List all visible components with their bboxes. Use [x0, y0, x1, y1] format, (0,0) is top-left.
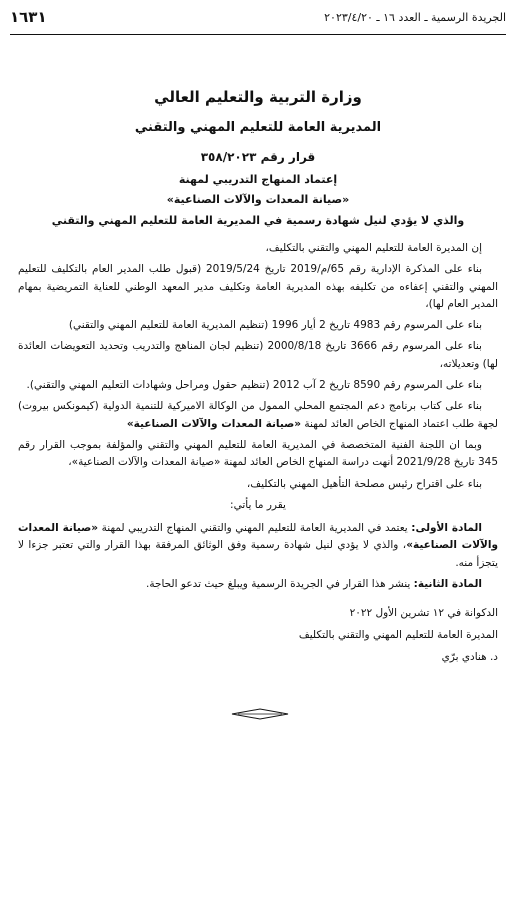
preamble-memo: بناء على المذكرة الإدارية رقم 65/م/2019 تاريخ 2019/5/24 (قبول طلب المدير العام بالتكليف للتعليم المهني والتقني إعفاءه من تكليفه بهذه المديرية العامة وتكليف مدير المعهد الوطني للعناية التمريضية بمهام المدير العام لها)، — [18, 263, 498, 310]
subject-line-2: «صيانة المعدات والآلات الصناعية» — [166, 193, 350, 206]
preamble-issuer: إن المديرة العامة للتعليم المهني والتقني بالتكليف، — [265, 242, 482, 254]
preamble-letter — [18, 398, 498, 433]
decides-heading: يقرر ما يأتي: — [230, 498, 286, 511]
page-number: ١٦٣١ — [10, 8, 47, 26]
signature-place-date: الدكوانة في ١٢ تشرين الأول ٢٠٢٢ — [349, 607, 498, 619]
signature-block — [299, 602, 498, 668]
article-1-profession: «صيانة المعدات والآلات الصناعية» — [18, 522, 498, 552]
article-2-label: المادة الثانية: — [413, 578, 482, 591]
article-2 — [18, 576, 498, 593]
article-2-text: ينشر هذا القرار في الجريدة الرسمية ويبلغ حيث تدعو الحاجة. — [146, 578, 414, 591]
article-1-label: المادة الأولى: — [411, 522, 482, 535]
preamble-letter-text: بناء على كتاب برنامج دعم المجتمع المحلي الممول من الوكالة الاميركية للتنمية الدولية (كيمونكس بيروت) لجهة طلب اعتماد المنهاج الخاص العائد لمهنة — [18, 400, 498, 430]
subject-line-1: إعتماد المنهاج التدريبي لمهنة — [178, 173, 338, 186]
decision-body — [18, 240, 498, 597]
signature-title: المديرة العامة للتعليم المهني والتقني بالتكليف — [298, 629, 498, 641]
preamble-committee: وبما ان اللجنة الفنية المتخصصة في المديرية العامة للتعليم المهني والتقني والمؤلفة بموجب القرار رقم 345 تاريخ 2021/9/28 أنهت دراسة المنهاج الخاص العائد لمهنة «صيانة المعدات والآلات الصناعية»، — [18, 438, 498, 469]
directorate-title: المديرية العامة للتعليم المهني والتقني — [134, 120, 382, 135]
article-1-rest: ، والذي لا يؤدي لنيل شهادة رسمية وفق الوثائق المرفقة بهذا القرار والتي تعتبر جزءا لا يتجزأ منه. — [18, 539, 498, 569]
preamble-decree-4983: بناء على المرسوم رقم 4983 تاريخ 2 أيار 1996 (تنظيم المديرية العامة للتعليم المهني والتقني) — [68, 319, 482, 332]
profession-name: «صيانة المعدات والآلات الصناعية» — [126, 417, 302, 430]
section-divider-ornament — [230, 708, 290, 720]
preamble-decree-8590: بناء على المرسوم رقم 8590 تاريخ 2 آب 2012 (تنظيم حقول ومراحل وشهادات التعليم المهني والتقني). — [26, 379, 482, 392]
signature-name: د. هنادي برّي — [441, 651, 498, 663]
preamble-decree-3666: بناء على المرسوم رقم 3666 تاريخ 2000/8/18 (تنظيم لجان المناهج والتدريب وتحديد التعويضات العائدة لها) وتعديلاته، — [18, 340, 498, 370]
page-header — [10, 8, 506, 30]
decision-number: قرار رقم ٣٥٨/٢٠٢٣ — [200, 150, 316, 164]
subject-line-3: والذي لا يؤدي لنيل شهادة رسمية في المديرية العامة للتعليم المهني والتقني — [51, 214, 465, 227]
preamble-proposal: بناء على اقتراح رئيس مصلحة التأهيل المهني بالتكليف، — [246, 477, 482, 490]
ministry-title: وزارة التربية والتعليم العالي — [154, 88, 362, 106]
article-1-text: يعتمد في المديرية العامة للتعليم المهني والتقني المنهاج التدريبي لمهنة — [98, 522, 412, 535]
header-rule — [10, 34, 506, 35]
article-1 — [18, 520, 498, 572]
gazette-issue-header: الجريدة الرسمية ـ العدد ١٦ ـ ٢٠٢٣/٤/٢٠ — [324, 11, 506, 24]
